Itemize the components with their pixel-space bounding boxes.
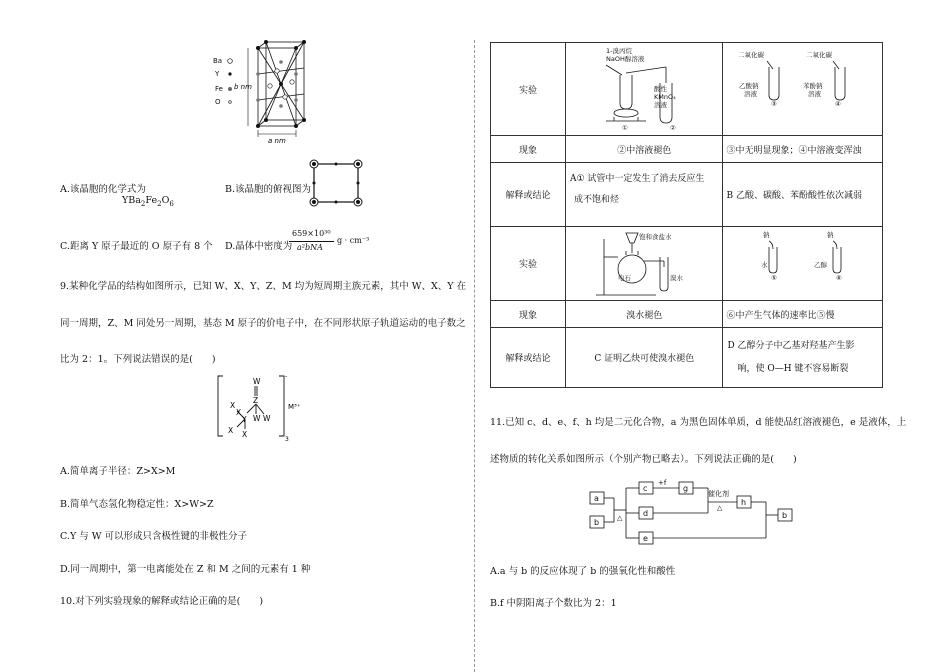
q9-structure-figure (215, 372, 305, 442)
concl-b-cell: B 乙酸、碳酸、苯酚酸性依次减弱 (723, 163, 883, 227)
exp1-apparatus (566, 43, 716, 132)
exp4-figure-cell (723, 227, 883, 301)
obs2a-cell: 溴水褪色 (566, 301, 723, 328)
svg-text:溶液: 溶液 (808, 90, 822, 98)
struct-atom-z: Z (253, 396, 259, 405)
struct-minus: - (285, 373, 288, 380)
svg-text:⑤: ⑤ (771, 274, 778, 282)
row-label: 实验 (491, 43, 566, 136)
q9-stem-line1: 9.某种化学品的结构如图所示，已知 W、X、Y、Z、M 均为短周期主族元素，其中 W、X、Y 在 (60, 281, 467, 292)
struct-atom-y: Y (242, 415, 247, 424)
concl-a-line1: A① 试管中一定发生了消去反应生 (570, 174, 705, 184)
flow-delta-2: △ (717, 504, 723, 512)
q9-stem-line2: 同一周期，Z、M 同处另一周期，基态 M 原子的价电子中，在不同形状原子轨道运动的电子数之 (60, 318, 466, 329)
struct-atom-x2: X (228, 426, 234, 435)
q9-option-d: D.同一周期中，第一电离能处在 Z 和 M 之间的元素有 1 种 (60, 564, 311, 575)
crystal-cell-figure (210, 40, 320, 145)
q11-option-a: A.a 与 b 的反应体现了 b 的强氧化性和酸性 (490, 566, 676, 577)
flow-node-b: b (594, 518, 600, 527)
table-row (491, 301, 883, 328)
flow-node-b-end: b (782, 511, 788, 520)
concl-a-line2: 成不饱和烃 (574, 194, 620, 205)
svg-text:1-溴丙烷: 1-溴丙烷 (606, 47, 632, 55)
struct-metal: M³⁺ (288, 403, 301, 411)
svg-text:④: ④ (835, 100, 842, 108)
q8-option-a-formula: $YBa_2Fe_2O_6$ (122, 195, 174, 208)
exp2-apparatus (723, 43, 875, 132)
q9-stem-line3: 比为 2：1。下列说法错误的是( ) (60, 354, 216, 365)
exp4-apparatus (723, 227, 875, 297)
table-row (491, 328, 883, 388)
exp2-figure-cell (723, 43, 883, 136)
row-label: 解释或结论 (491, 328, 566, 388)
exp3-figure-cell (566, 227, 723, 301)
q11-stem-line2: 述物质的转化关系如图所示（个别产物已略去）。下列说法正确的是( ) (490, 454, 797, 465)
legend-y: Y (215, 70, 220, 78)
svg-text:溶液: 溶液 (654, 101, 667, 109)
table-row (491, 227, 883, 301)
table-row (491, 43, 883, 136)
svg-text:水: 水 (761, 261, 768, 269)
flow-node-c: c (643, 484, 648, 493)
concl-d-cell (723, 328, 883, 388)
flow-node-d: d (643, 509, 649, 518)
svg-text:②: ② (670, 124, 676, 132)
svg-text:③: ③ (771, 100, 778, 108)
concl-d-line2: 响，使 O—H 键不容易断裂 (737, 363, 849, 374)
fraction-bar (289, 241, 334, 242)
concl-d-line1: D 乙醇分子中乙基对羟基产生影 (727, 341, 855, 351)
q8-option-a-label: A.该晶胞的化学式为 (60, 184, 146, 195)
table-row (491, 163, 883, 227)
dim-a-label: a nm (268, 137, 286, 145)
q11-flow-diagram (588, 476, 798, 550)
struct-atom-x1: X (230, 401, 236, 410)
legend-o: O (215, 98, 221, 106)
q8-option-d-unit: g · cm⁻³ (337, 236, 370, 245)
obs1a-cell: ②中溶液褪色 (566, 136, 723, 163)
experiment-table (490, 42, 883, 388)
struct-subscript: 3 (285, 436, 289, 442)
svg-text:KMnO₄: KMnO₄ (654, 93, 676, 101)
svg-text:⑥: ⑥ (836, 274, 843, 282)
q8-option-d-numerator: 659×10³⁰ (292, 229, 331, 238)
table-row (491, 136, 883, 163)
dim-b-label: b nm (234, 83, 252, 91)
svg-text:酸性: 酸性 (654, 85, 667, 93)
concl-a-cell (566, 163, 723, 227)
row-label: 现象 (491, 136, 566, 163)
svg-text:①: ① (622, 124, 628, 132)
q11-stem-line1: 11.已知 c、d、e、f、h 均是二元化合物，a 为黑色固体单质，d 能使品红溶液褪色，e 是液体，上 (490, 417, 907, 428)
q10-stem: 10.对下列实验现象的解释或结论正确的是( ) (60, 596, 264, 607)
svg-text:钠: 钠 (827, 231, 834, 239)
q9-option-c: C.Y 与 W 可以形成只含极性键的非极性分子 (60, 531, 248, 542)
svg-text:乙醇: 乙醇 (814, 261, 828, 269)
svg-text:二氧化碳: 二氧化碳 (738, 51, 765, 59)
q8-option-b-label: B.该晶胞的俯视图为 (225, 184, 312, 195)
flow-node-h: h (741, 498, 747, 507)
q9-option-b: B.简单气态氢化物稳定性：X>W>Z (60, 499, 214, 510)
flow-node-e: e (643, 534, 648, 543)
row-label: 实验 (491, 227, 566, 301)
svg-text:乙酸钠: 乙酸钠 (739, 82, 759, 90)
q8-option-c: C.距离 Y 原子最近的 O 原子有 8 个 (60, 241, 213, 252)
concl-c-cell: C 证明乙炔可使溴水褪色 (566, 328, 723, 388)
struct-atom-w3: W (263, 414, 271, 423)
svg-text:溴水: 溴水 (670, 274, 683, 282)
exp1-figure-cell (566, 43, 723, 136)
top-view-figure (308, 158, 364, 208)
struct-atom-w2: W (253, 414, 261, 423)
q11-option-b: B.f 中阴阳离子个数比为 2：1 (490, 598, 617, 609)
flow-node-a: a (594, 494, 599, 503)
q9-option-a: A.简单离子半径：Z>X>M (60, 466, 176, 477)
svg-text:溶液: 溶液 (744, 90, 758, 98)
flow-node-g: g (683, 484, 689, 493)
column-divider (474, 40, 475, 672)
q8-option-d-label: D.晶体中密度为 (225, 241, 293, 252)
svg-text:苯酚钠: 苯酚钠 (803, 82, 823, 90)
legend-ba: Ba (213, 57, 223, 65)
svg-text:NaOH醇溶液: NaOH醇溶液 (606, 55, 645, 63)
struct-atom-w-top: W (253, 377, 261, 386)
row-label: 解释或结论 (491, 163, 566, 227)
struct-atom-x3: X (242, 430, 248, 439)
exp3-apparatus (566, 227, 716, 297)
obs1b-cell: ③中无明显现象；④中溶液变浑浊 (723, 136, 883, 163)
flow-catalyst: 催化剂 (708, 490, 729, 498)
svg-text:钠: 钠 (763, 231, 770, 239)
q8-option-d-denominator: a²bNA (297, 243, 323, 252)
svg-text:电石: 电石 (618, 274, 631, 282)
svg-text:二氧化碳: 二氧化碳 (806, 51, 833, 59)
svg-text:饱和食盐水: 饱和食盐水 (639, 233, 672, 241)
row-label: 现象 (491, 301, 566, 328)
legend-fe: Fe (215, 85, 223, 93)
flow-delta-1: △ (617, 514, 623, 522)
obs2b-cell: ⑥中产生气体的速率比⑤慢 (723, 301, 883, 328)
flow-plus-f: +f (658, 479, 667, 487)
struct-atom-x4: X (236, 408, 242, 417)
